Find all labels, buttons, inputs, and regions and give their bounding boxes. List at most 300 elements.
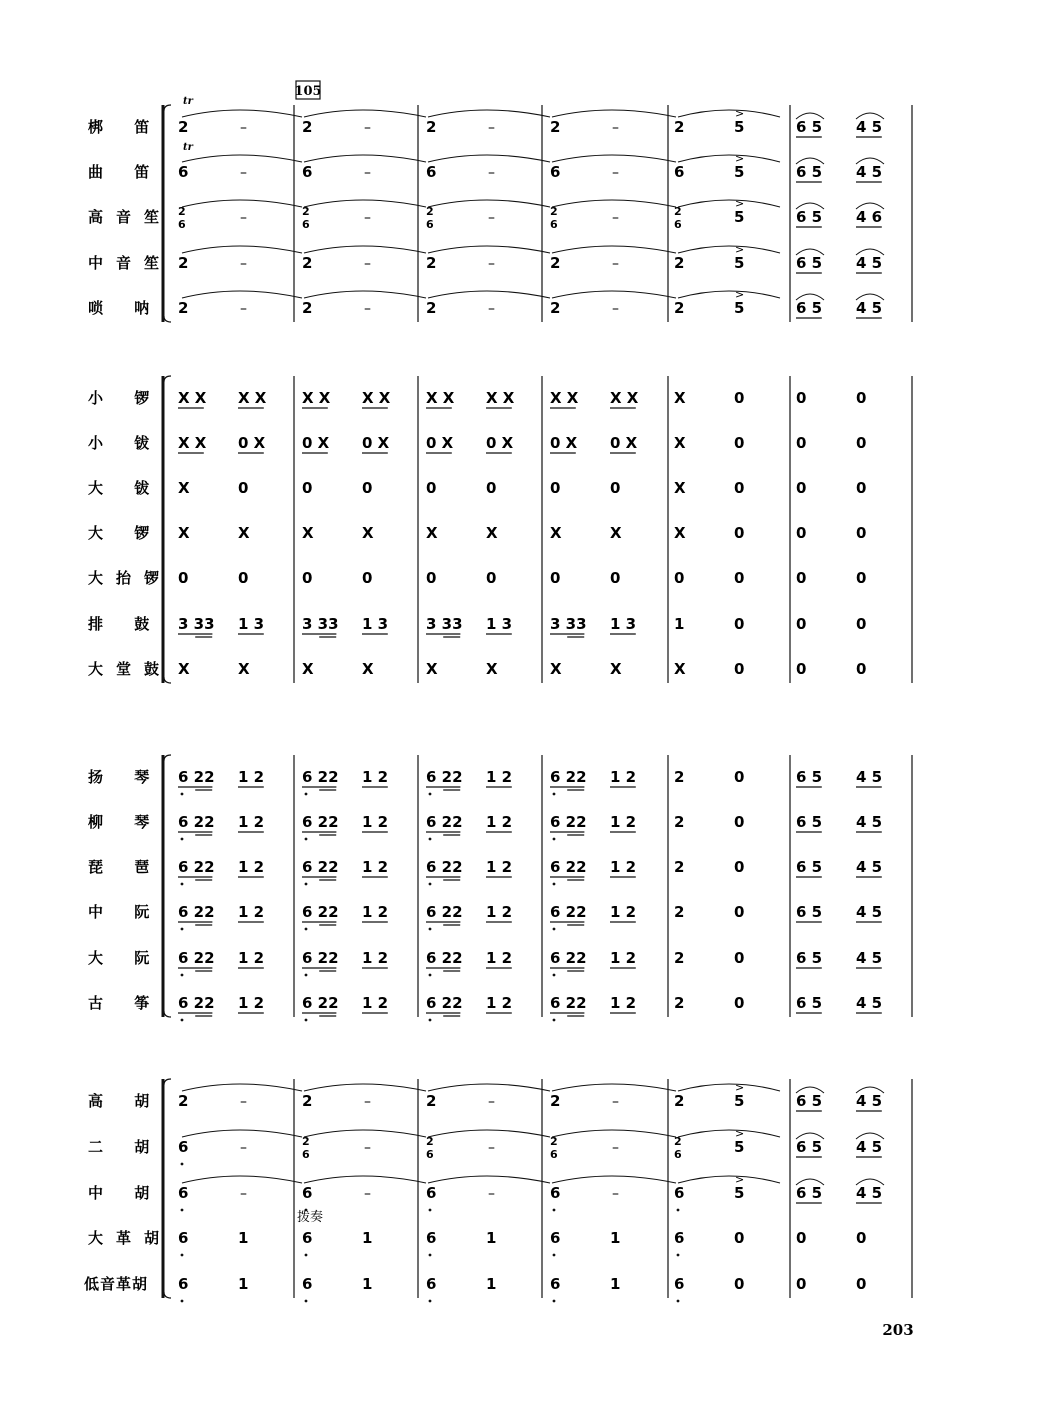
note-token: 0 X: [486, 434, 514, 452]
tie-slur: [678, 246, 780, 253]
octave-dot: [305, 928, 308, 931]
octave-dot: [553, 1254, 556, 1257]
note-token: 0: [362, 569, 373, 587]
note-token: 2: [674, 949, 685, 967]
note-token: 1: [486, 1275, 497, 1293]
page-number: 203: [882, 1321, 914, 1339]
tie-slur: [428, 291, 550, 298]
instrument-label: 柳 琴: [88, 813, 163, 831]
note-token: 6 5: [796, 299, 823, 317]
tie-slur: [678, 291, 780, 298]
note-token: 6: [674, 1184, 685, 1202]
note-token: 1 2: [362, 949, 389, 967]
staff-bowed-2: [88, 1173, 884, 1211]
note-token: 1 2: [238, 858, 265, 876]
note-token: X: [426, 524, 438, 542]
note-token: 6 22: [178, 813, 215, 831]
note-token: 0: [796, 479, 807, 497]
note-token: 6 22: [426, 949, 463, 967]
tie-slur: [304, 291, 426, 298]
note-token: 0: [734, 389, 745, 407]
note-token: 6 5: [796, 254, 823, 272]
note-token: 0: [674, 569, 685, 587]
note-token: 0: [734, 994, 745, 1012]
staff-winds-4: [88, 288, 884, 318]
note-stack-bottom: 6: [426, 1148, 434, 1161]
note-token: 1 2: [238, 903, 265, 921]
octave-dot: [305, 1019, 308, 1022]
instrument-label: 梆 笛: [88, 118, 163, 136]
staff-percussion-4: [88, 569, 866, 587]
note-token: 6 5: [796, 994, 823, 1012]
sustain-dash: –: [612, 1186, 619, 1202]
tie-slur: [428, 110, 550, 117]
note-token: 0: [856, 615, 867, 633]
octave-dot: [429, 1209, 432, 1212]
note-token: 4 5: [856, 949, 883, 967]
note-token: 0 X: [426, 434, 454, 452]
note-token: 0: [734, 768, 745, 786]
staff-winds-3: [88, 243, 884, 273]
note-token: 0: [302, 479, 313, 497]
note-token: 2: [550, 118, 561, 136]
note-token: 4 6: [856, 208, 883, 226]
bracket-cap: [164, 755, 171, 1017]
note-token: 1 3: [610, 615, 637, 633]
note-token: 1 2: [610, 768, 637, 786]
note-token: 5: [734, 299, 745, 317]
sustain-dash: –: [488, 1094, 495, 1110]
octave-dot: [429, 928, 432, 931]
note-token: 6: [550, 163, 561, 181]
note-token: 2: [426, 118, 437, 136]
note-token: 6: [178, 1184, 189, 1202]
note-token: 5: [734, 1184, 745, 1202]
tie-slur: [428, 1084, 550, 1091]
tie-slur: [678, 155, 780, 162]
note-token: 0: [734, 615, 745, 633]
note-token: 1: [674, 615, 685, 633]
octave-dot: [181, 793, 184, 796]
sustain-dash: –: [612, 256, 619, 272]
note-token: 1 2: [486, 949, 513, 967]
note-token: 5: [734, 1138, 745, 1156]
octave-dot: [305, 838, 308, 841]
staff-percussion-1: [88, 434, 866, 453]
note-token: 0: [734, 524, 745, 542]
staff-bowed-1: [88, 1127, 884, 1165]
note-token: X: [302, 660, 314, 678]
note-token: 0: [796, 615, 807, 633]
note-token: X: [178, 479, 190, 497]
note-token: 6 5: [796, 208, 823, 226]
octave-dot: [181, 883, 184, 886]
instrument-label: 大 钹: [88, 479, 163, 497]
note-token: 6 5: [796, 903, 823, 921]
staff-plucked-2: [88, 858, 882, 885]
note-token: 1 2: [486, 994, 513, 1012]
sustain-dash: –: [488, 1186, 495, 1202]
note-token: 3 33: [302, 615, 339, 633]
note-token: 6: [302, 1229, 313, 1247]
octave-dot: [181, 1254, 184, 1257]
note-token: 0: [734, 949, 745, 967]
sustain-dash: –: [488, 256, 495, 272]
note-token: 2: [674, 858, 685, 876]
sustain-dash: –: [364, 301, 371, 317]
octave-dot: [181, 1209, 184, 1212]
tie-slur: [428, 1130, 550, 1137]
note-token: 1 2: [610, 949, 637, 967]
note-token: 2: [550, 1092, 561, 1110]
sustain-dash: –: [488, 301, 495, 317]
instrument-label: 高 胡: [88, 1092, 163, 1110]
octave-dot: [181, 1163, 184, 1166]
note-token: X: [610, 660, 622, 678]
note-token: X: [674, 524, 686, 542]
note-token: 6: [302, 1184, 313, 1202]
note-token: 6: [674, 163, 685, 181]
instrument-label: 琵 琶: [88, 858, 163, 876]
note-stack-top: 2: [550, 1135, 558, 1148]
note-token: 4 5: [856, 163, 883, 181]
note-token: 0: [362, 479, 373, 497]
accent-mark: >: [735, 152, 745, 165]
staff-plucked-0: [88, 768, 882, 795]
note-token: 1 2: [238, 994, 265, 1012]
octave-dot: [181, 1300, 184, 1303]
sustain-dash: –: [364, 256, 371, 272]
instrument-label: 扬 琴: [88, 768, 163, 786]
tie-slur: [182, 1130, 302, 1137]
note-token: X X: [362, 389, 391, 407]
note-token: 0: [796, 524, 807, 542]
tie-slur: [678, 1176, 780, 1183]
note-token: 0: [796, 1275, 807, 1293]
note-token: 2: [178, 118, 189, 136]
note-token: X: [426, 660, 438, 678]
pizzicato-text: 拨奏: [297, 1210, 324, 1225]
tie-slur: [304, 246, 426, 253]
sustain-dash: –: [240, 210, 247, 226]
note-token: X X: [550, 389, 579, 407]
accent-mark: >: [735, 107, 745, 120]
note-token: 6 5: [796, 813, 823, 831]
tie-slur: [678, 110, 780, 117]
octave-dot: [553, 974, 556, 977]
note-token: 6 22: [550, 903, 587, 921]
note-token: 1: [238, 1229, 249, 1247]
note-token: 6 22: [426, 813, 463, 831]
note-token: 4 5: [856, 858, 883, 876]
octave-dot: [677, 1209, 680, 1212]
note-token: 6 5: [796, 1138, 823, 1156]
note-token: 0 X: [238, 434, 266, 452]
note-token: 1 3: [362, 615, 389, 633]
note-token: 1 2: [362, 994, 389, 1012]
note-token: 4 5: [856, 1138, 883, 1156]
sustain-dash: –: [612, 301, 619, 317]
tie-slur: [552, 155, 676, 162]
instrument-label: 大 锣: [88, 524, 163, 542]
note-token: 2: [178, 1092, 189, 1110]
trill-mark: tr: [183, 142, 193, 153]
note-token: 6: [550, 1275, 561, 1293]
accent-mark: >: [735, 288, 745, 301]
note-token: 6: [302, 1275, 313, 1293]
note-stack-top: 2: [550, 205, 558, 218]
tie-slur: [428, 200, 550, 207]
note-token: 5: [734, 118, 745, 136]
note-token: 6 22: [302, 768, 339, 786]
note-token: 0: [856, 1275, 867, 1293]
tie-slur: [304, 155, 426, 162]
note-token: 0: [796, 389, 807, 407]
note-token: 1: [610, 1229, 621, 1247]
note-stack-bottom: 6: [302, 1148, 310, 1161]
note-token: 0: [550, 479, 561, 497]
note-token: 0: [734, 903, 745, 921]
accent-mark: >: [735, 1173, 745, 1186]
staff-winds-2: [88, 197, 884, 231]
instrument-label: 大革胡: [88, 1229, 173, 1247]
note-token: 2: [674, 768, 685, 786]
octave-dot: [553, 1209, 556, 1212]
note-token: 1 3: [486, 615, 513, 633]
octave-dot: [553, 793, 556, 796]
instrument-label: 中 阮: [88, 903, 163, 921]
sustain-dash: –: [364, 1140, 371, 1156]
octave-dot: [181, 838, 184, 841]
note-token: 6 22: [302, 949, 339, 967]
instrument-label: 大堂鼓: [88, 660, 173, 678]
rehearsal-number: 105: [294, 84, 322, 99]
note-token: 0: [856, 389, 867, 407]
tie-slur: [552, 200, 676, 207]
note-stack-top: 2: [426, 1135, 434, 1148]
note-token: 0: [734, 858, 745, 876]
note-token: 2: [178, 299, 189, 317]
note-token: 4 5: [856, 768, 883, 786]
note-token: 5: [734, 1092, 745, 1110]
note-stack-bottom: 6: [674, 218, 682, 231]
note-token: 1 2: [362, 813, 389, 831]
note-token: 6 5: [796, 163, 823, 181]
note-token: 2: [426, 254, 437, 272]
sustain-dash: –: [364, 165, 371, 181]
note-token: 0: [734, 1275, 745, 1293]
note-stack-bottom: 6: [674, 1148, 682, 1161]
sustain-dash: –: [240, 120, 247, 136]
note-token: 6: [178, 1138, 189, 1156]
octave-dot: [305, 793, 308, 796]
note-token: 2: [550, 254, 561, 272]
note-token: 2: [674, 994, 685, 1012]
tie-slur: [304, 1176, 426, 1183]
note-token: 2: [302, 299, 313, 317]
tie-slur: [304, 110, 426, 117]
sustain-dash: –: [240, 1094, 247, 1110]
note-stack-bottom: 6: [550, 1148, 558, 1161]
note-stack-top: 2: [674, 1135, 682, 1148]
sustain-dash: –: [612, 120, 619, 136]
note-token: 1 2: [362, 903, 389, 921]
tie-slur: [182, 291, 302, 298]
note-token: 6 22: [178, 768, 215, 786]
tie-slur: [678, 200, 780, 207]
octave-dot: [181, 1019, 184, 1022]
note-token: 0 X: [302, 434, 330, 452]
note-token: 6 5: [796, 768, 823, 786]
note-token: 0: [856, 524, 867, 542]
staff-plucked-5: [88, 994, 882, 1021]
sustain-dash: –: [364, 1094, 371, 1110]
note-token: X: [674, 434, 686, 452]
note-token: 6 5: [796, 1092, 823, 1110]
staff-percussion-5: [88, 615, 866, 637]
note-token: 0: [796, 434, 807, 452]
accent-mark: >: [735, 1081, 745, 1094]
note-token: 6: [426, 1184, 437, 1202]
instrument-label: 大抬锣: [88, 569, 173, 587]
note-stack-top: 2: [426, 205, 434, 218]
note-token: 2: [674, 299, 685, 317]
note-token: 2: [674, 254, 685, 272]
tie-slur: [304, 1084, 426, 1091]
octave-dot: [181, 928, 184, 931]
note-token: 0: [856, 660, 867, 678]
note-token: X: [674, 479, 686, 497]
instrument-label: 唢 呐: [88, 299, 163, 317]
note-token: 0: [734, 813, 745, 831]
note-token: 6: [550, 1229, 561, 1247]
note-token: 0: [426, 569, 437, 587]
note-token: X X: [302, 389, 331, 407]
staff-group-plucked: [88, 755, 912, 1021]
tie-slur: [428, 1176, 550, 1183]
note-token: 5: [734, 208, 745, 226]
octave-dot: [429, 883, 432, 886]
note-token: 0: [550, 569, 561, 587]
note-token: 1 2: [362, 768, 389, 786]
octave-dot: [305, 1254, 308, 1257]
note-token: X: [362, 660, 374, 678]
note-token: 6 22: [550, 858, 587, 876]
note-stack-bottom: 6: [426, 218, 434, 231]
note-token: 4 5: [856, 299, 883, 317]
trill-mark: tr: [183, 96, 193, 107]
sustain-dash: –: [240, 165, 247, 181]
octave-dot: [677, 1254, 680, 1257]
note-stack-bottom: 6: [302, 218, 310, 231]
note-token: 6 22: [302, 813, 339, 831]
tie-slur: [552, 291, 676, 298]
tie-slur: [304, 1130, 426, 1137]
instrument-label: 排 鼓: [88, 615, 163, 633]
note-token: 2: [302, 254, 313, 272]
sustain-dash: –: [364, 120, 371, 136]
note-token: 6 22: [426, 768, 463, 786]
note-token: X: [238, 660, 250, 678]
instrument-label: 中 胡: [88, 1184, 163, 1202]
note-token: 6 22: [302, 994, 339, 1012]
note-token: 6: [178, 163, 189, 181]
sustain-dash: –: [488, 120, 495, 136]
bracket-cap: [164, 376, 171, 683]
note-token: X X: [178, 434, 207, 452]
instrument-label: 小 钹: [88, 434, 163, 452]
note-token: 6 5: [796, 118, 823, 136]
note-token: 6: [674, 1229, 685, 1247]
sustain-dash: –: [364, 210, 371, 226]
note-stack-top: 2: [302, 205, 310, 218]
pizzicato-annotation: [297, 1209, 323, 1225]
octave-dot: [677, 1300, 680, 1303]
note-token: 6: [302, 163, 313, 181]
instrument-label: 高音笙: [88, 208, 173, 226]
note-token: 5: [734, 163, 745, 181]
octave-dot: [553, 838, 556, 841]
note-token: X X: [426, 389, 455, 407]
tie-slur: [552, 1176, 676, 1183]
note-token: 0 X: [550, 434, 578, 452]
instrument-label: 古 筝: [88, 994, 163, 1012]
note-token: 1 2: [238, 949, 265, 967]
tie-slur: [678, 1130, 780, 1137]
note-token: 1 2: [362, 858, 389, 876]
staff-group-percussion: [88, 376, 912, 683]
tie-slur: [428, 246, 550, 253]
note-token: 3 33: [178, 615, 215, 633]
staff-percussion-2: [88, 479, 866, 497]
note-token: 1 3: [238, 615, 265, 633]
note-token: 0: [610, 569, 621, 587]
note-token: X: [610, 524, 622, 542]
sustain-dash: –: [364, 1186, 371, 1202]
octave-dot: [553, 1019, 556, 1022]
note-token: X X: [238, 389, 267, 407]
note-token: 0: [796, 1229, 807, 1247]
note-token: 1 2: [610, 994, 637, 1012]
staff-bowed-3: [88, 1229, 866, 1256]
note-token: 0: [178, 569, 189, 587]
staff-bowed-4: [84, 1275, 866, 1302]
note-token: 0: [734, 479, 745, 497]
staff-percussion-6: [88, 660, 866, 678]
octave-dot: [429, 1300, 432, 1303]
note-token: 6: [426, 1275, 437, 1293]
note-token: 2: [674, 813, 685, 831]
tie-slur: [428, 155, 550, 162]
note-token: 6 5: [796, 1184, 823, 1202]
note-token: X X: [486, 389, 515, 407]
note-token: X: [302, 524, 314, 542]
sustain-dash: –: [240, 1140, 247, 1156]
note-token: 6: [426, 163, 437, 181]
note-token: 1: [238, 1275, 249, 1293]
note-token: X: [674, 389, 686, 407]
note-token: 4 5: [856, 813, 883, 831]
note-token: 1 2: [486, 768, 513, 786]
note-token: 4 5: [856, 1092, 883, 1110]
tie-slur: [304, 200, 426, 207]
octave-dot: [429, 838, 432, 841]
note-token: 0: [302, 569, 313, 587]
note-token: 6 22: [178, 994, 215, 1012]
note-token: 2: [674, 903, 685, 921]
note-token: 2: [674, 118, 685, 136]
note-token: 1: [362, 1275, 373, 1293]
